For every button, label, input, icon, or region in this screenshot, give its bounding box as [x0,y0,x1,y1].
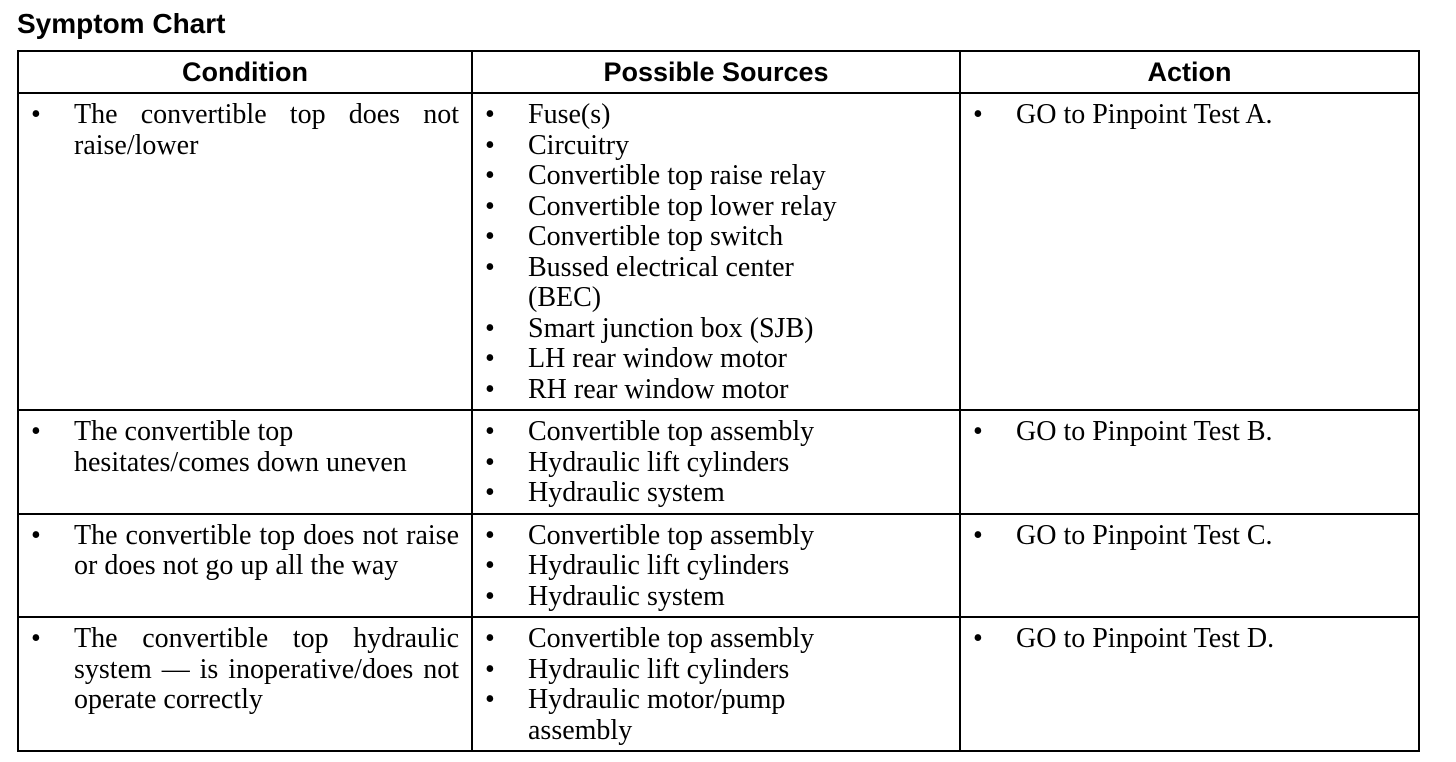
condition-cell [18,514,472,618]
source-item: • Convertible top assembly [473,417,959,448]
condition-cell [18,617,472,751]
condition-cell [18,93,472,410]
source-item: • Hydraulic motor/pump assembly [473,685,959,746]
table-row [18,93,1419,410]
source-item: • Convertible top raise relay [473,161,959,192]
sources-cell [472,617,960,751]
source-item: • Bussed electrical center (BEC) [473,253,959,314]
table-header-row [18,51,1419,93]
source-item: • Hydraulic lift cylinders [473,655,959,686]
source-item: • Hydraulic lift cylinders [473,448,959,479]
header-condition: Condition [18,51,472,93]
page-title: Symptom Chart [17,8,226,39]
table-row [18,514,1419,618]
action-text: • GO to Pinpoint Test C. [961,521,1418,552]
sources-cell [472,410,960,514]
source-item: • Hydraulic system [473,478,959,509]
sources-cell [472,514,960,618]
source-item: • Convertible top lower relay [473,192,959,223]
condition-text: • The convertible top does not raise or does not go up all the way [19,521,471,582]
table-row [18,617,1419,751]
source-item: • Convertible top assembly [473,624,959,655]
source-item: • RH rear window motor [473,375,959,406]
condition-text: • The convertible top does not raise/lower [19,100,471,161]
source-item: • Convertible top assembly [473,521,959,552]
source-item: • Hydraulic system [473,582,959,613]
source-item: • Fuse(s) [473,100,959,131]
action-cell [960,93,1419,410]
action-text: • GO to Pinpoint Test B. [961,417,1418,448]
symptom-chart-table [17,50,1420,752]
header-possible-sources: Possible Sources [472,51,960,93]
condition-text: • The convertible top hesitates/comes down uneven [19,417,471,478]
action-cell [960,514,1419,618]
action-text: • GO to Pinpoint Test D. [961,624,1418,655]
condition-cell [18,410,472,514]
condition-text: • The convertible top hydraulic system — is inoperative/does not operate correctly [19,624,471,716]
source-item: • Smart junction box (SJB) [473,314,959,345]
header-action: Action [960,51,1419,93]
source-item: • Circuitry [473,131,959,162]
source-item: • Hydraulic lift cylinders [473,551,959,582]
table-row [18,410,1419,514]
action-cell [960,617,1419,751]
action-cell [960,410,1419,514]
source-item: • LH rear window motor [473,344,959,375]
source-item: • Convertible top switch [473,222,959,253]
action-text: • GO to Pinpoint Test A. [961,100,1418,131]
sources-cell [472,93,960,410]
